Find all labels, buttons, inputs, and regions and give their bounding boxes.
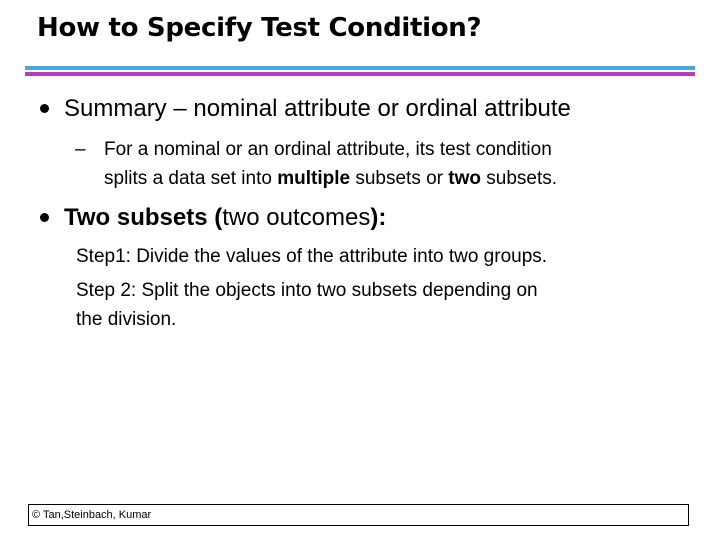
bullet-dot-2 (40, 213, 49, 222)
bullet-2-part-b: two outcomes (222, 204, 371, 231)
sub-bullet-line-2 (104, 168, 557, 190)
bullet-1-text: Summary – nominal attribute or ordinal attribute (64, 95, 571, 122)
bullet-2-text (64, 204, 386, 232)
title-rule-purple (25, 72, 695, 76)
sub-line-2-multiple: multiple (277, 168, 351, 189)
sub-bullet-dash: – (75, 139, 86, 160)
title-rule-blue (25, 66, 695, 70)
footer-box (28, 504, 689, 526)
sub-line-2-part-a: splits a data set into (104, 168, 278, 189)
sub-bullet-line-1: For a nominal or an ordinal attribute, its test condition (104, 139, 552, 160)
sub-line-2-two: two (448, 168, 481, 189)
step-line-3: the division. (76, 309, 177, 330)
slide-title: How to Specify Test Condition? (37, 13, 482, 43)
step-line-2: Step 2: Split the objects into two subsets depending on (76, 280, 538, 301)
step-line-1: Step1: Divide the values of the attribute into two groups. (76, 246, 548, 267)
sub-line-2-part-e: subsets. (481, 168, 558, 189)
footer-copyright: © Tan,Steinbach, Kumar (32, 509, 152, 521)
bullet-2-part-a: Two subsets ( (64, 204, 223, 231)
bullet-2-part-c: ): (370, 204, 387, 231)
bullet-dot-1 (40, 104, 49, 113)
sub-line-2-part-c: subsets or (350, 168, 449, 189)
